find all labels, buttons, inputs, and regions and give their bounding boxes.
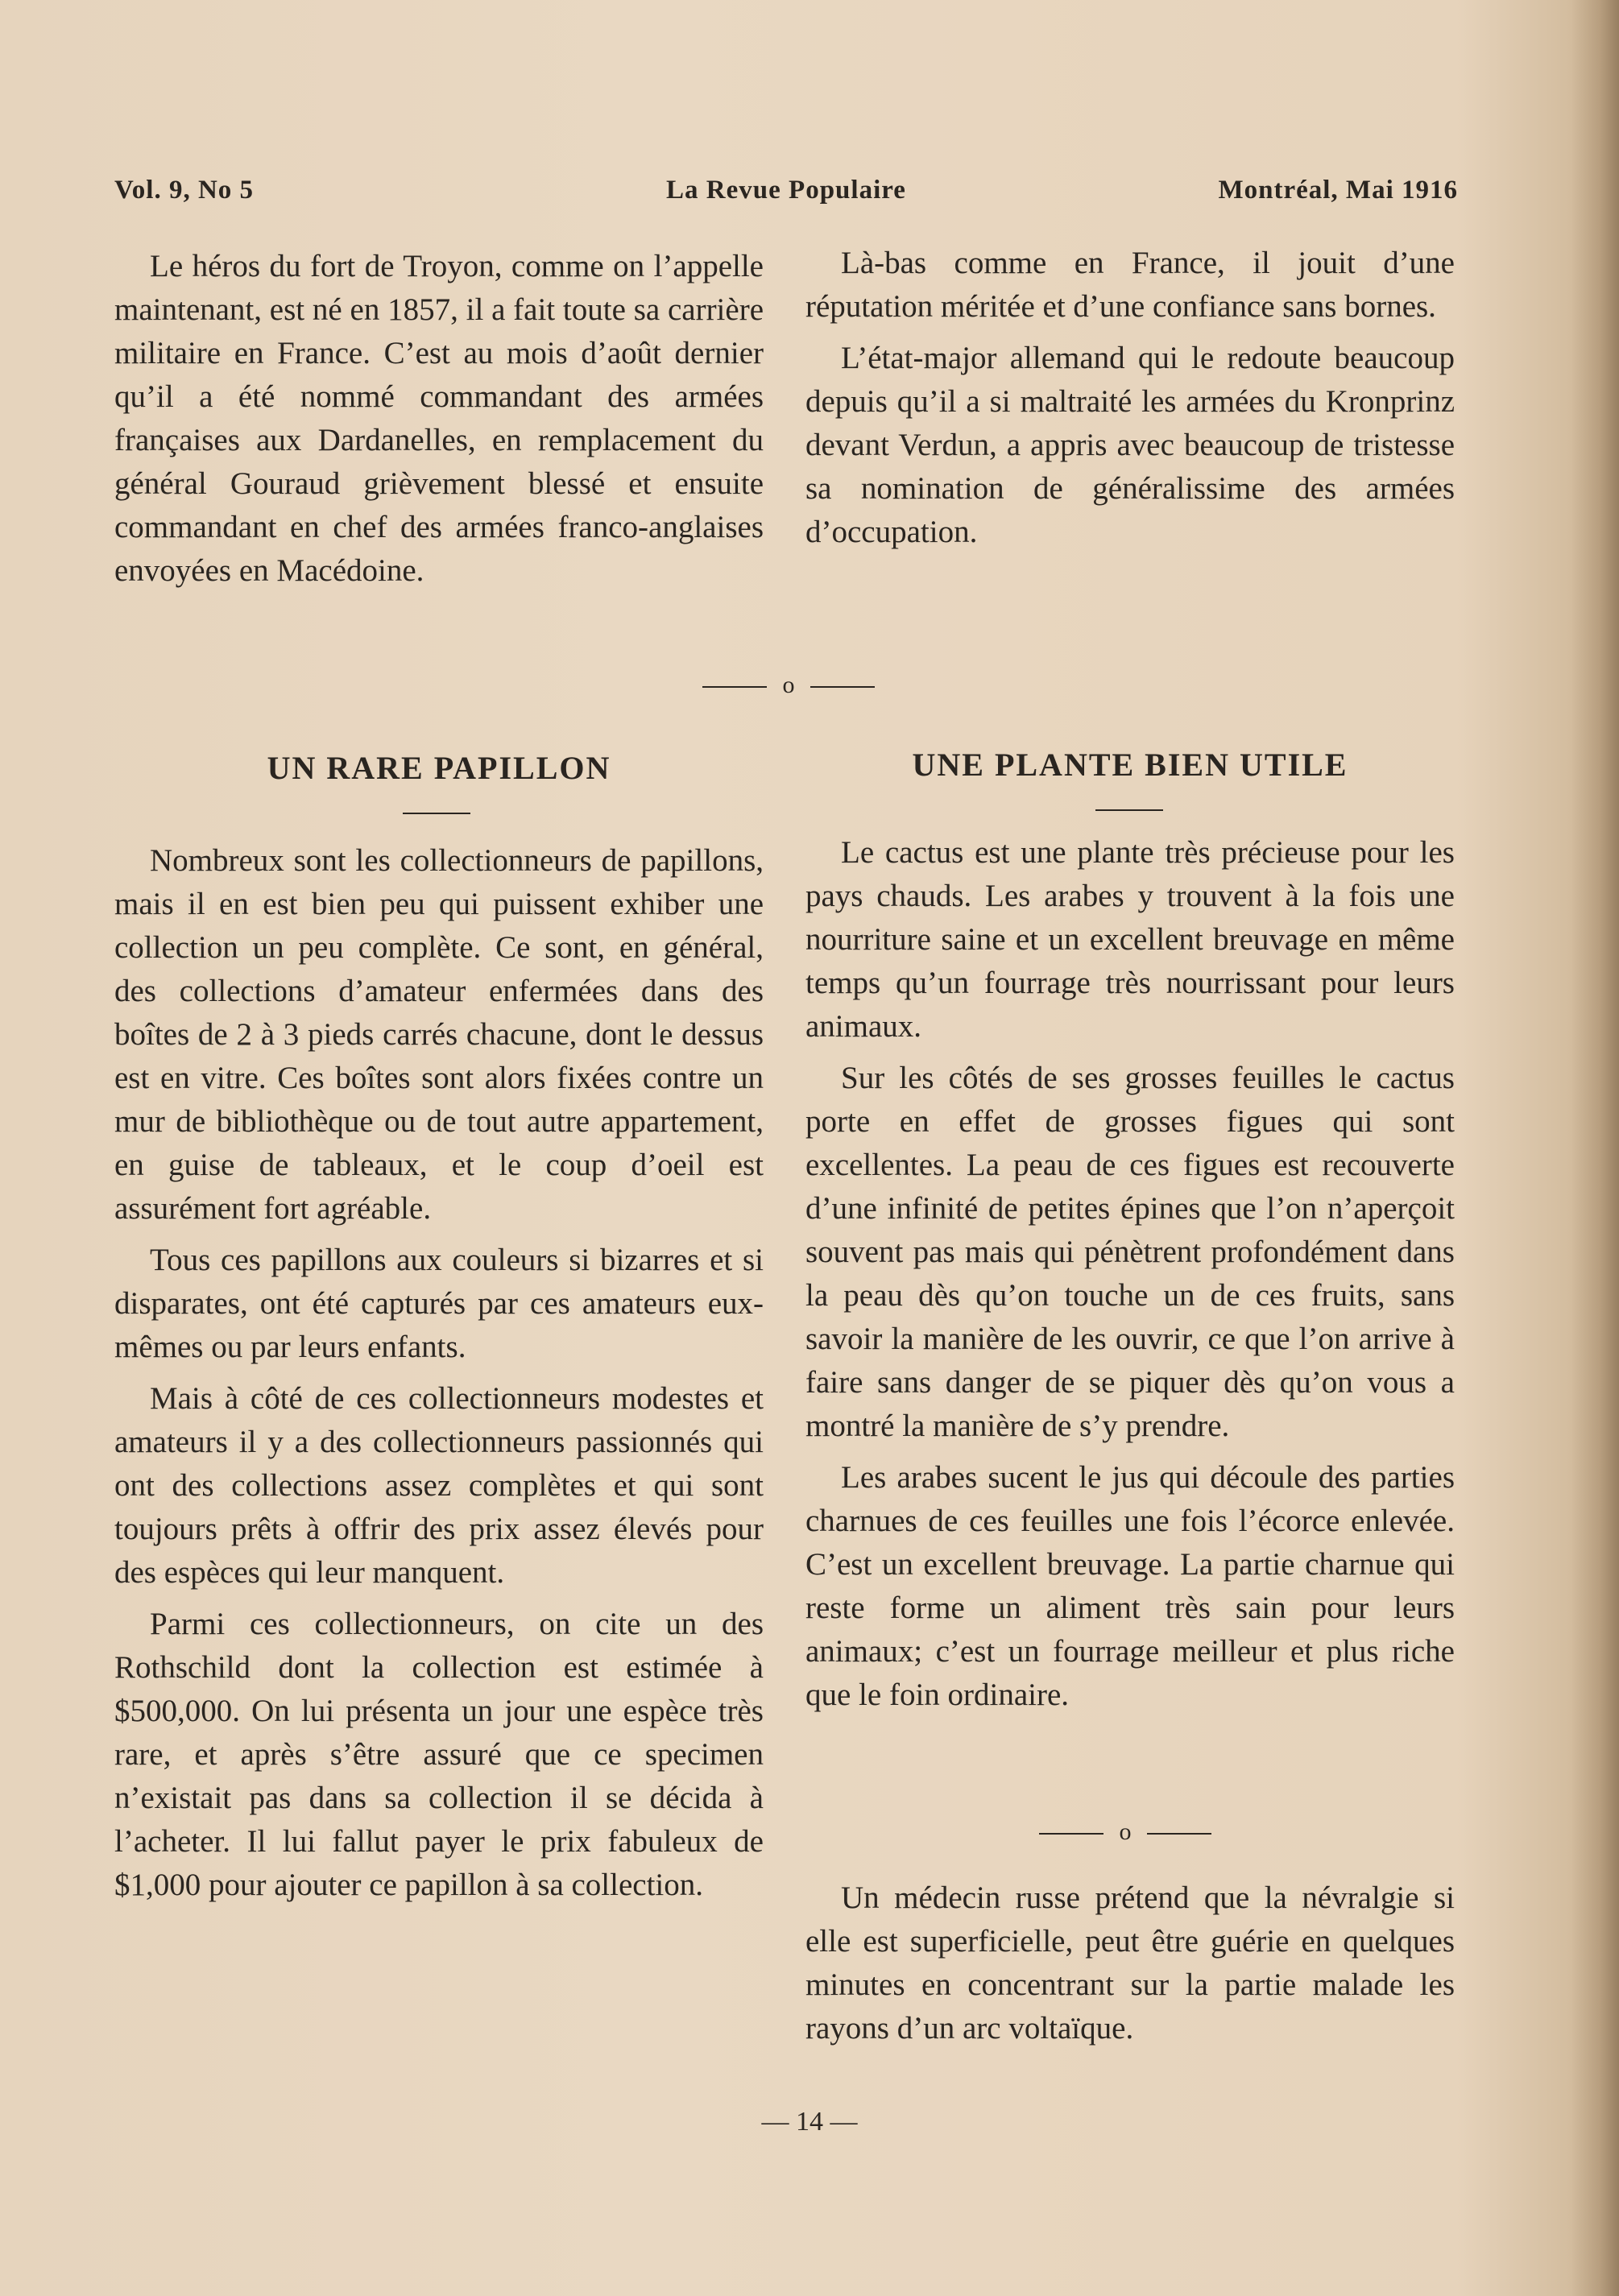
article-title-papillon: UN RARE PAPILLON [267,750,611,786]
title-rule [403,813,470,814]
paragraph: Un médecin russe prétend que la névralgie si elle est superficielle, peut être guérie en quelques minutes en concentrant sur la partie malade les rayons d’un arc voltaïque. [805,1880,1455,2046]
volume-number: Vol. 9, No 5 [114,176,255,205]
paragraph: Sur les côtés de ses grosses feuilles le cactus porte en effet de grosses figues qui sont excellentes. La peau de ces figues est recouverte d’une infinité de petites épines que l’on n’aperçoit souvent pas mais qui pénètrent profondément dans la peau dès qu’on touche un de ces fruits, sans savoir la manière de les ouvrir, ce que l’on arrive à faire sans danger de se piquer dès qu’on vous a montré la manière de s’y prendre. [805,1061,1455,1443]
paragraph: Tous ces papillons aux couleurs si bizarres et si disparates, ont été capturés par ces amateurs eux-mêmes ou par leurs enfants. [114,1243,764,1364]
running-header [114,176,1458,216]
paragraph: Mais à côté de ces collectionneurs modestes et amateurs il y a des collectionneurs passionnés qui ont des collections assez complètes et qui sont toujours prêts à offrir des prix assez élevés pour des espèces qui leur manquent. [114,1381,764,1590]
paragraph: Le cactus est une plante très précieuse pour les pays chauds. Les arabes y trouvent à la fois une nourriture saine et un excellent breuvage en même temps qu’un fourrage très nourrissant pour leurs animaux. [805,835,1455,1044]
paragraph: Les arabes sucent le jus qui découle des parties charnues de ces feuilles une fois l’écorce enlevée. C’est un excellent breuvage. La partie charnue qui reste forme un aliment très sain pour leurs animaux; c’est un fourrage meilleur et plus riche que le foin ordinaire. [805,1460,1455,1712]
page-edge-shadow [1571,0,1619,2296]
section-divider: o [1039,1818,1211,1846]
intro-left-column [114,245,764,601]
paragraph: Parmi ces collectionneurs, on cite un des Rothschild dont la collection est estimée à $500,000. On lui présenta un jour une espèce très rare, et après s’être assuré que ce specimen n’existait pas dans sa collection il se décida à l’acheter. Il lui fallut payer le prix fabuleux de $1,000 pour ajouter ce papillon à sa collection. [114,1607,764,1902]
journal-title: La Revue Populaire [666,176,906,205]
page-number: — 14 — [761,2107,858,2137]
title-rule [1095,809,1163,811]
section-divider: o [702,672,875,699]
intro-paragraph: Le héros du fort de Troyon, comme on l’appelle maintenant, est né en 1857, il a fait toute sa carrière militaire en France. C’est au mois d’août dernier qu’il a été nommé commandant des armées françaises aux Dardanelles, en remplacement du général Gouraud grièvement blessé et ensuite commandant en chef des armées franco-anglaises envoyées en Macédoine. [114,249,764,588]
article-nevralgie-body [805,1876,1455,2058]
intro-right-column [805,242,1455,562]
article-plante-body [805,831,1455,1725]
intro-paragraph: Là-bas comme en France, il jouit d’une réputation méritée et d’une confiance sans bornes. [805,246,1455,324]
article-title-plante: UNE PLANTE BIEN UTILE [912,747,1348,783]
issue-date: Montréal, Mai 1916 [1218,176,1458,205]
paragraph: Nombreux sont les collectionneurs de papillons, mais il en est bien peu qui puissent exhiber une collection un peu complète. Ce sont, en général, des collections d’amateur enfermées dans des boîtes de 2 à 3 pieds carrés chacune, dont le dessus est en vitre. Ces boîtes sont alors fixées contre un mur de bibliothèque ou de tout autre appartement, en guise de tableaux, et le coup d’oeil est assurément fort agréable. [114,843,764,1226]
intro-paragraph: L’état-major allemand qui le redoute beaucoup depuis qu’il a si maltraité les armées du Kronprinz devant Verdun, a appris avec beaucoup de tristesse sa nomination de généralissime des armées d’occupation. [805,341,1455,549]
article-papillon-body [114,839,764,1915]
